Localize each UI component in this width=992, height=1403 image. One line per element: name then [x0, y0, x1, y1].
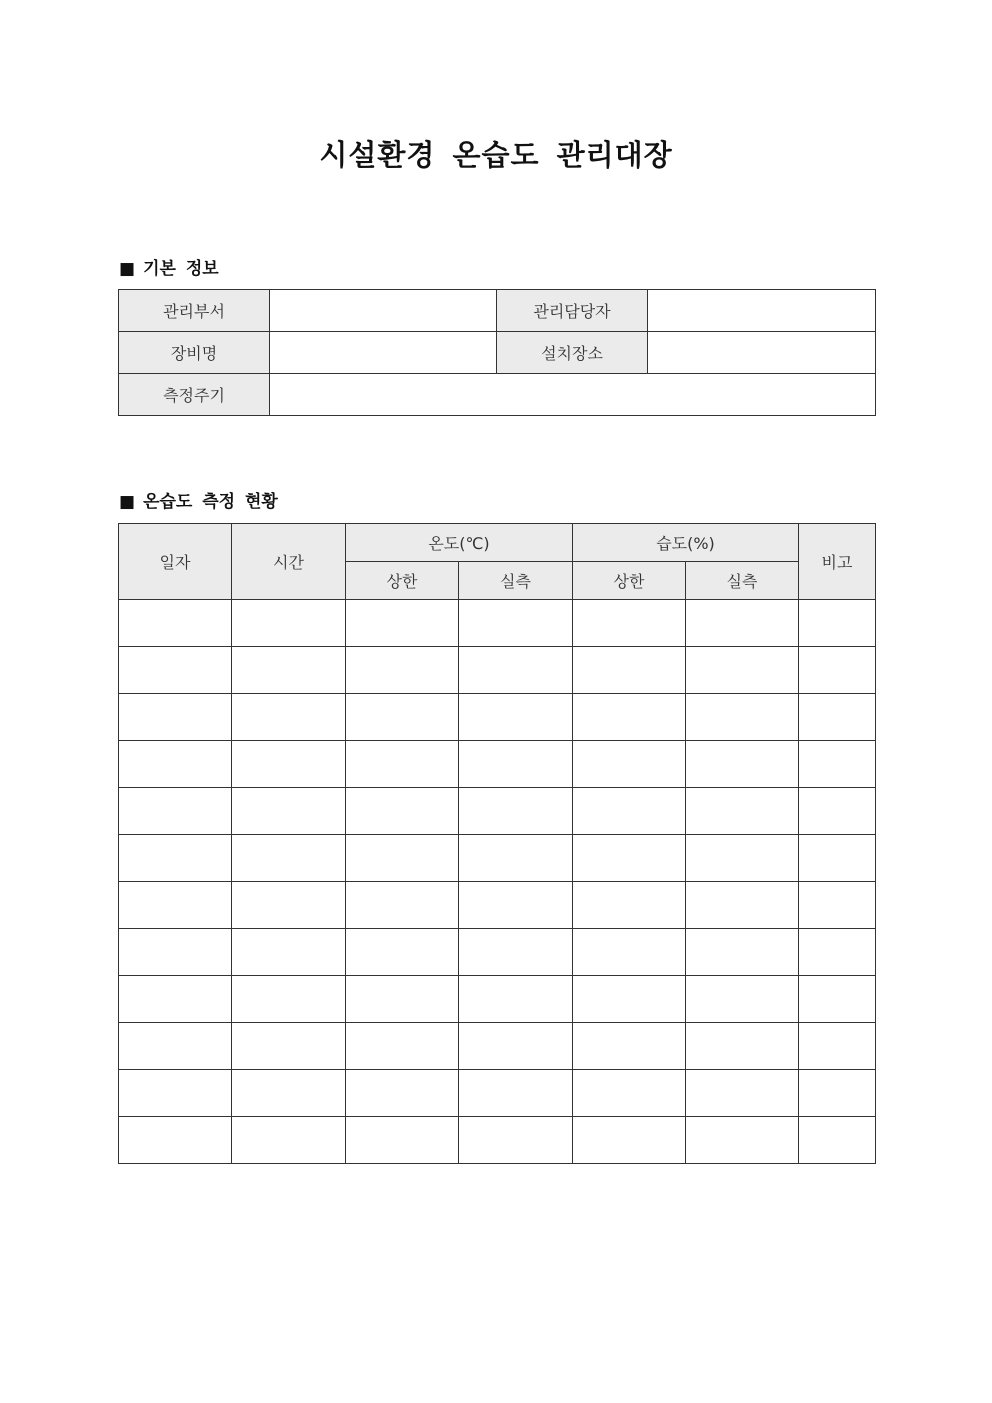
table-row [119, 835, 876, 882]
temperature-upper-cell[interactable] [346, 741, 459, 788]
measurement-heading-text: 온습도 측정 현황 [143, 492, 278, 512]
table-row [119, 741, 876, 788]
table-row [119, 600, 876, 647]
temperature-actual-cell[interactable] [459, 600, 573, 647]
equipment-name-label: 장비명 [119, 332, 270, 374]
remarks-cell[interactable] [799, 741, 876, 788]
manager-label: 관리담당자 [497, 290, 648, 332]
humidity-actual-cell[interactable] [686, 600, 799, 647]
humidity-actual-header: 실측 [686, 562, 799, 600]
humidity-actual-cell[interactable] [686, 1117, 799, 1164]
table-row [119, 694, 876, 741]
time-cell[interactable] [232, 882, 346, 929]
remarks-cell[interactable] [799, 647, 876, 694]
basic-info-heading-text: 기본 정보 [143, 259, 219, 279]
humidity-upper-cell[interactable] [573, 1023, 686, 1070]
temperature-upper-cell[interactable] [346, 976, 459, 1023]
table-row [119, 1117, 876, 1164]
table-row [119, 1070, 876, 1117]
date-cell[interactable] [119, 694, 232, 741]
humidity-column-header: 습도(%) [573, 524, 799, 562]
humidity-actual-cell[interactable] [686, 694, 799, 741]
time-cell[interactable] [232, 1117, 346, 1164]
temperature-actual-cell[interactable] [459, 882, 573, 929]
location-field[interactable] [648, 332, 876, 374]
temperature-actual-cell[interactable] [459, 1023, 573, 1070]
date-cell[interactable] [119, 1023, 232, 1070]
time-cell[interactable] [232, 1070, 346, 1117]
table-row [119, 647, 876, 694]
temperature-upper-cell[interactable] [346, 1117, 459, 1164]
temperature-actual-cell[interactable] [459, 647, 573, 694]
time-cell[interactable] [232, 600, 346, 647]
time-column-header: 시간 [232, 524, 346, 600]
table-row [119, 788, 876, 835]
humidity-actual-cell[interactable] [686, 976, 799, 1023]
temperature-actual-cell[interactable] [459, 929, 573, 976]
humidity-upper-cell[interactable] [573, 1070, 686, 1117]
temperature-upper-cell[interactable] [346, 835, 459, 882]
remarks-column-header: 비고 [799, 524, 876, 600]
measurement-cycle-label: 측정주기 [119, 374, 270, 416]
square-bullet-icon: ■ [119, 492, 136, 512]
remarks-cell[interactable] [799, 835, 876, 882]
time-cell[interactable] [232, 976, 346, 1023]
temperature-upper-cell[interactable] [346, 929, 459, 976]
remarks-cell[interactable] [799, 1023, 876, 1070]
location-label: 설치장소 [497, 332, 648, 374]
remarks-cell[interactable] [799, 600, 876, 647]
temperature-actual-cell[interactable] [459, 741, 573, 788]
table-row [119, 882, 876, 929]
date-cell[interactable] [119, 741, 232, 788]
humidity-actual-cell[interactable] [686, 741, 799, 788]
temperature-upper-cell[interactable] [346, 1070, 459, 1117]
measurement-table [118, 523, 876, 1164]
date-cell[interactable] [119, 647, 232, 694]
date-column-header: 일자 [119, 524, 232, 600]
remarks-cell[interactable] [799, 788, 876, 835]
date-cell[interactable] [119, 1117, 232, 1164]
humidity-actual-cell[interactable] [686, 1023, 799, 1070]
table-row [119, 929, 876, 976]
remarks-cell[interactable] [799, 1117, 876, 1164]
humidity-upper-cell[interactable] [573, 694, 686, 741]
time-cell[interactable] [232, 647, 346, 694]
basic-info-heading [119, 254, 219, 279]
table-row [119, 374, 876, 416]
temperature-upper-cell[interactable] [346, 1023, 459, 1070]
temperature-actual-cell[interactable] [459, 835, 573, 882]
date-cell[interactable] [119, 882, 232, 929]
humidity-upper-cell[interactable] [573, 976, 686, 1023]
manager-field[interactable] [648, 290, 876, 332]
time-cell[interactable] [232, 788, 346, 835]
humidity-actual-cell[interactable] [686, 788, 799, 835]
humidity-actual-cell[interactable] [686, 929, 799, 976]
table-header-row [119, 524, 876, 562]
temperature-upper-cell[interactable] [346, 647, 459, 694]
humidity-upper-limit-header: 상한 [573, 562, 686, 600]
date-cell[interactable] [119, 929, 232, 976]
temperature-actual-cell[interactable] [459, 694, 573, 741]
remarks-cell[interactable] [799, 929, 876, 976]
temperature-upper-cell[interactable] [346, 788, 459, 835]
temperature-actual-cell[interactable] [459, 788, 573, 835]
humidity-upper-cell[interactable] [573, 741, 686, 788]
temperature-actual-cell[interactable] [459, 1117, 573, 1164]
humidity-upper-cell[interactable] [573, 647, 686, 694]
humidity-upper-cell[interactable] [573, 600, 686, 647]
temperature-column-header: 온도(℃) [346, 524, 573, 562]
time-cell[interactable] [232, 835, 346, 882]
department-label: 관리부서 [119, 290, 270, 332]
time-cell[interactable] [232, 929, 346, 976]
remarks-cell[interactable] [799, 1070, 876, 1117]
humidity-upper-cell[interactable] [573, 788, 686, 835]
temperature-actual-cell[interactable] [459, 976, 573, 1023]
table-row [119, 976, 876, 1023]
date-cell[interactable] [119, 976, 232, 1023]
measurement-cycle-field[interactable] [270, 374, 876, 416]
temperature-upper-cell[interactable] [346, 600, 459, 647]
department-field[interactable] [270, 290, 497, 332]
measurement-heading [119, 487, 278, 512]
time-cell[interactable] [232, 741, 346, 788]
table-row [119, 332, 876, 374]
temperature-upper-cell[interactable] [346, 694, 459, 741]
table-row [119, 290, 876, 332]
temperature-upper-cell[interactable] [346, 882, 459, 929]
temperature-actual-header: 실측 [459, 562, 573, 600]
time-cell[interactable] [232, 694, 346, 741]
humidity-actual-cell[interactable] [686, 1070, 799, 1117]
temperature-actual-cell[interactable] [459, 1070, 573, 1117]
date-cell[interactable] [119, 835, 232, 882]
remarks-cell[interactable] [799, 882, 876, 929]
humidity-actual-cell[interactable] [686, 835, 799, 882]
humidity-actual-cell[interactable] [686, 882, 799, 929]
humidity-actual-cell[interactable] [686, 647, 799, 694]
basic-info-table [118, 289, 876, 416]
date-cell[interactable] [119, 600, 232, 647]
remarks-cell[interactable] [799, 976, 876, 1023]
document-title: 시설환경 온습도 관리대장 [319, 138, 673, 172]
temperature-upper-limit-header: 상한 [346, 562, 459, 600]
time-cell[interactable] [232, 1023, 346, 1070]
equipment-name-field[interactable] [270, 332, 497, 374]
date-cell[interactable] [119, 788, 232, 835]
humidity-upper-cell[interactable] [573, 929, 686, 976]
humidity-upper-cell[interactable] [573, 1117, 686, 1164]
remarks-cell[interactable] [799, 694, 876, 741]
date-cell[interactable] [119, 1070, 232, 1117]
humidity-upper-cell[interactable] [573, 835, 686, 882]
table-row [119, 1023, 876, 1070]
humidity-upper-cell[interactable] [573, 882, 686, 929]
square-bullet-icon: ■ [119, 259, 136, 279]
